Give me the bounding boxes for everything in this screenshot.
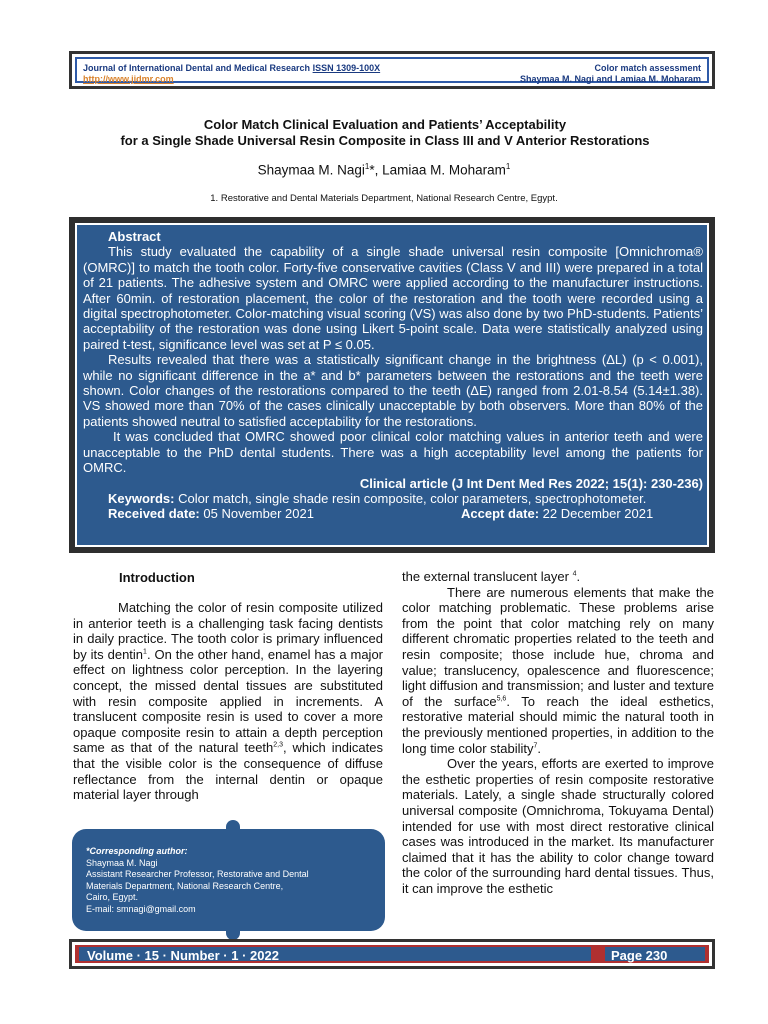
author-2: Lamiaa M. Moharam	[382, 162, 506, 178]
right-column	[402, 569, 714, 896]
affiliation: 1. Restorative and Dental Materials Department, National Research Centre, Egypt.	[210, 193, 558, 204]
intro-paragraph-1: Matching the color of resin composite utilized in anterior teeth is a challenging task facing dentists in daily practice. The tooth color is primary influenced by its dentin$^1$. On the other hand, enamel has a major effect on lightness color perception. In the layering concept, the missed dental tissues are substituted with resin composite applied in increments. A translucent composite resin is used to cover a more opaque composite resin to attain a depth perception same as that of the natural teeth$^{2,3}$, which indicates that the visible color is the consequence of diffuse reflectance from the internal dentin or opaque material layer through	[73, 600, 384, 803]
received-label: Received date:	[108, 506, 200, 522]
corresponding-name: Shaymaa M. Nagi	[86, 857, 158, 868]
abstract-body	[83, 229, 703, 522]
journal-url-link[interactable]: http://www.jidmr.com	[83, 74, 174, 84]
title-line-1: Color Match Clinical Evaluation and Patients’ Acceptability	[203, 117, 567, 132]
citation-7[interactable]: 7	[533, 742, 538, 750]
corresponding-author-text	[86, 846, 309, 916]
corresponding-city: Cairo, Egypt.	[86, 892, 139, 903]
running-authors: Shaymaa M. Nagi and Lamiaa M. Moharam	[519, 74, 701, 84]
running-title: Color match assessment	[594, 63, 701, 73]
abstract-inner	[75, 223, 709, 547]
corresponding-email[interactable]: E-mail: smnagi@gmail.com	[86, 903, 196, 914]
footer-page-number: Page 230	[611, 948, 668, 963]
journal-header	[69, 51, 715, 89]
abstract-paragraph-3: It was concluded that OMRC showed poor clinical color matching values in anterior teeth and were unacceptable to the PhD dental students. There was a high acceptability level among the patients for OMRC.	[83, 429, 703, 476]
accept-label: Accept date:	[461, 506, 540, 522]
abstract-paragraph-2: Results revealed that there was a statistically significant change in the brightness (ΔL) (p < 0.001), while no significant difference in the a* and b* parameters between the restorations and the teeth were shown. Color changes of the restorations compared to the teeth (ΔE) ranged from 2.01-8.54 (5.14±1.38). VS showed more than 70% of the cases clinically unacceptable by both observers. More than 80% of the patients showed neutral to satisfied acceptability for the restorations.	[83, 352, 703, 429]
title-line-2: for a Single Shade Universal Resin Composite in Class III and V Anterior Restorations	[120, 133, 650, 148]
abstract-paragraph-1: This study evaluated the capability of a single shade universal resin composite [Omnichroma® (OMRC)] to match the tooth color. Forty-five conservative cavities (Class V and III) were prepared in a total of 21 patients. The adhesive system and OMRC were applied according to the manufacturer instructions. After 60min. of restoration placement, the color of the restoration and the tooth were recorded using a digital spectrophotometer. Color-matching visual scoring (VS) was also done by two PhD-students. Patients’ acceptability of the restoration was done using Likert 5-point scale. Data were statistically analyzed using paired t-test, significance level was set at P ≤ 0.05.	[83, 244, 703, 352]
abstract-heading: Abstract	[108, 229, 161, 244]
page-footer-inner	[75, 945, 709, 963]
author-1: Shaymaa M. Nagi	[257, 162, 365, 178]
intro-paragraph-3: Over the years, efforts are exerted to improve the esthetic properties of resin composite restorative materials. Lately, a single shade structurally colored universal composite (Omnichroma, Tokuyama Dental) intended for use with most direct restorative clinical cases was introduced in the market. Its manufacturer claimed that it has the ability to color change toward the color of the surrounding hard dental tissues. Thus, it can improve the esthetic	[402, 756, 714, 896]
continued-paragraph: the external translucent layer $^4$.	[402, 569, 581, 584]
article-title	[60, 117, 710, 149]
page-footer	[69, 939, 715, 969]
dates-row	[83, 506, 703, 522]
accept-date	[461, 506, 653, 521]
corresponding-role: Assistant Researcher Professor, Restorative and Dental	[86, 869, 309, 880]
corresponding-dept: Materials Department, National Research Centre,	[86, 880, 284, 891]
keywords-text: Color match, single shade resin composite, color parameters, spectrophotometer.	[178, 490, 647, 506]
keywords	[83, 491, 703, 506]
author-1-affil: 1	[364, 162, 370, 171]
received-value: 05 November 2021	[203, 506, 314, 522]
intro-paragraph-2: There are numerous elements that make the color matching problematic. These problems arise from the point that color matching rely on many different chromatic properties related to the teeth and resin composite; those include hue, chroma and value; translucency, opalescence and fluorescence; light diffusion and transmission; and luster and texture of the surface$^{5,6}$. To reach the ideal esthetics, restorative material should mimic the natural tooth in the previously mentioned properties, in addition to the long time color stability$^7$.	[402, 584, 714, 756]
left-column	[73, 600, 383, 803]
citation-4[interactable]: 4	[572, 570, 577, 578]
introduction-heading: Introduction	[119, 570, 195, 585]
citation-5-6[interactable]: 5,6	[496, 695, 507, 703]
author-mark: *,	[369, 162, 383, 178]
issn-link[interactable]: ISSN 1309-100X	[312, 63, 381, 73]
author-2-affil: 1	[505, 162, 511, 171]
accept-value: 22 December 2021	[542, 506, 654, 522]
footer-volume: Volume · 15 · Number · 1 · 2022	[87, 948, 279, 963]
citation-2-3[interactable]: 2,3	[273, 742, 284, 750]
corresponding-author-box	[72, 829, 385, 931]
author-list	[0, 162, 768, 178]
keywords-label: Keywords:	[108, 490, 175, 506]
received-date	[108, 506, 314, 521]
abstract-box	[69, 217, 715, 553]
journal-name: Journal of International Dental and Medical Research ISSN 1309-100X	[83, 63, 381, 73]
journal-header-inner	[75, 57, 709, 83]
corresponding-heading: *Corresponding author:	[86, 846, 188, 856]
clinical-citation: Clinical article (J Int Dent Med Res 2022; 15(1): 230-236)	[359, 475, 703, 491]
citation-1[interactable]: 1	[143, 648, 147, 656]
